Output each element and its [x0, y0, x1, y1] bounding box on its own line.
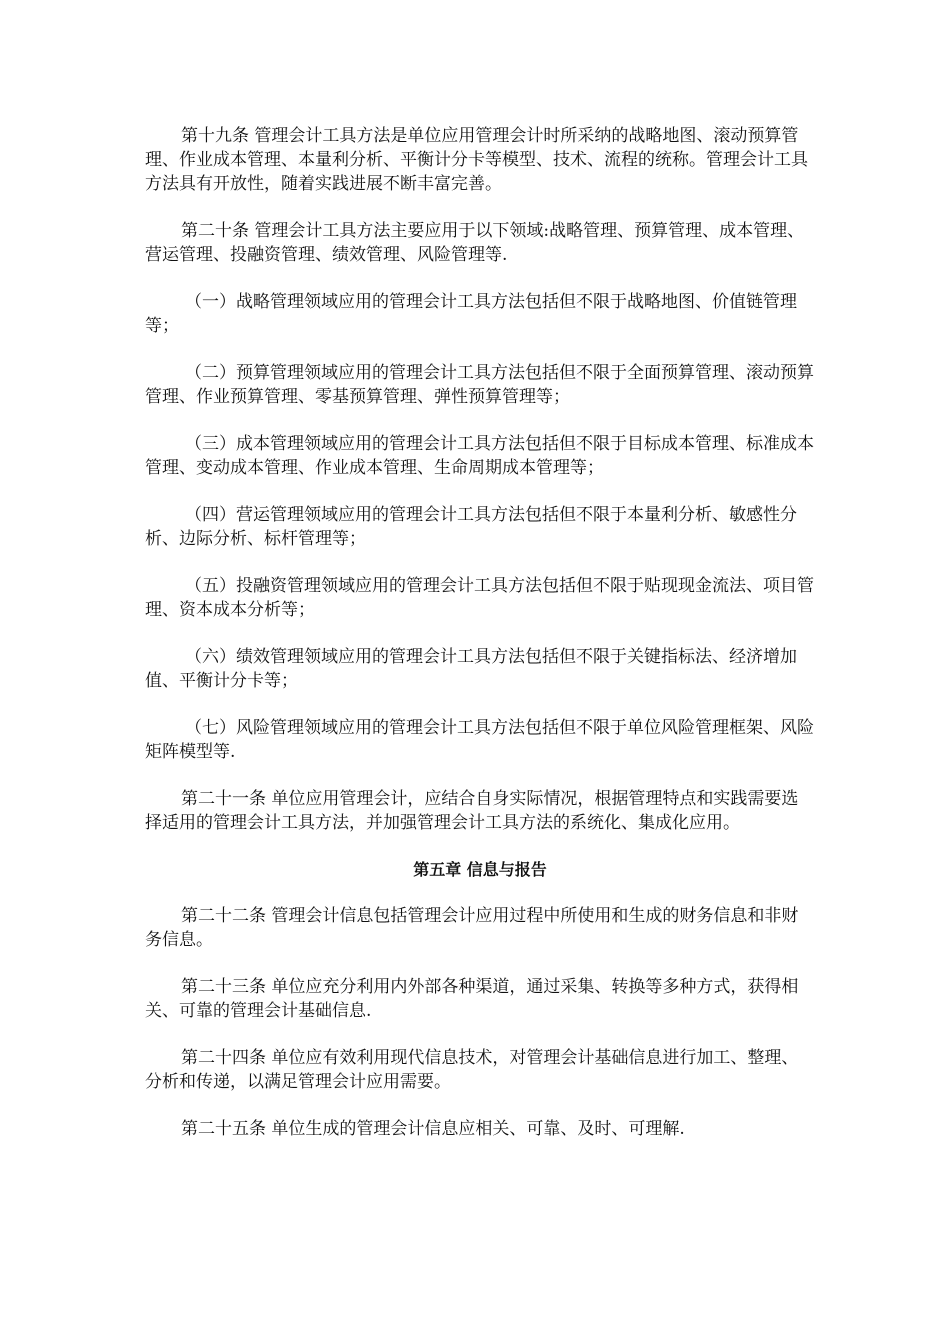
article-22: 第二十二条 管理会计信息包括管理会计应用过程中所使用和生成的财务信息和非财务信息。 [145, 906, 799, 950]
chapter-heading: 第五章 信息与报告 [413, 860, 547, 879]
article-20-item-3: （三）成本管理领域应用的管理会计工具方法包括但不限于目标成本管理、标准成本管理、变动成本管理、作业成本管理、生命周期成本管理等； [145, 434, 814, 478]
article-20-item-2: （二）预算管理领域应用的管理会计工具方法包括但不限于全面预算管理、滚动预算管理、作业预算管理、零基预算管理、弹性预算管理等； [145, 363, 814, 407]
article-20-item-5: （五）投融资管理领域应用的管理会计工具方法包括但不限于贴现现金流法、项目管理、资本成本分析等； [145, 576, 814, 620]
article-20-item-6: （六）绩效管理领域应用的管理会计工具方法包括但不限于关键指标法、经济增加值、平衡计分卡等； [145, 647, 797, 691]
article-20-item-4: （四）营运管理领域应用的管理会计工具方法包括但不限于本量利分析、敏感性分析、边际分析、标杆管理等； [145, 505, 797, 549]
document-page [145, 124, 815, 1164]
article-23: 第二十三条 单位应充分利用内外部各种渠道，通过采集、转换等多种方式，获得相关、可靠的管理会计基础信息. [145, 977, 799, 1021]
article-24: 第二十四条 单位应有效利用现代信息技术，对管理会计基础信息进行加工、整理、分析和传递，以满足管理会计应用需要。 [145, 1048, 799, 1092]
article-25: 第二十五条 单位生成的管理会计信息应相关、可靠、及时、可理解. [181, 1119, 685, 1139]
article-20-item-7: （七）风险管理领域应用的管理会计工具方法包括但不限于单位风险管理框架、风险矩阵模型等. [145, 718, 814, 762]
article-21: 第二十一条 单位应用管理会计，应结合自身实际情况，根据管理特点和实践需要选择适用的管理会计工具方法，并加强管理会计工具方法的系统化、集成化应用。 [145, 789, 799, 833]
article-20-item-1: （一）战略管理领域应用的管理会计工具方法包括但不限于战略地图、价值链管理等； [145, 292, 797, 336]
article-19: 第十九条 管理会计工具方法是单位应用管理会计时所采纳的战略地图、滚动预算管理、作业成本管理、本量利分析、平衡计分卡等模型、技术、流程的统称。管理会计工具方法具有开放性，随着实践进展不断丰富完善。 [145, 126, 808, 194]
article-20: 第二十条 管理会计工具方法主要应用于以下领域:战略管理、预算管理、成本管理、营运管理、投融资管理、绩效管理、风险管理等. [145, 221, 805, 265]
